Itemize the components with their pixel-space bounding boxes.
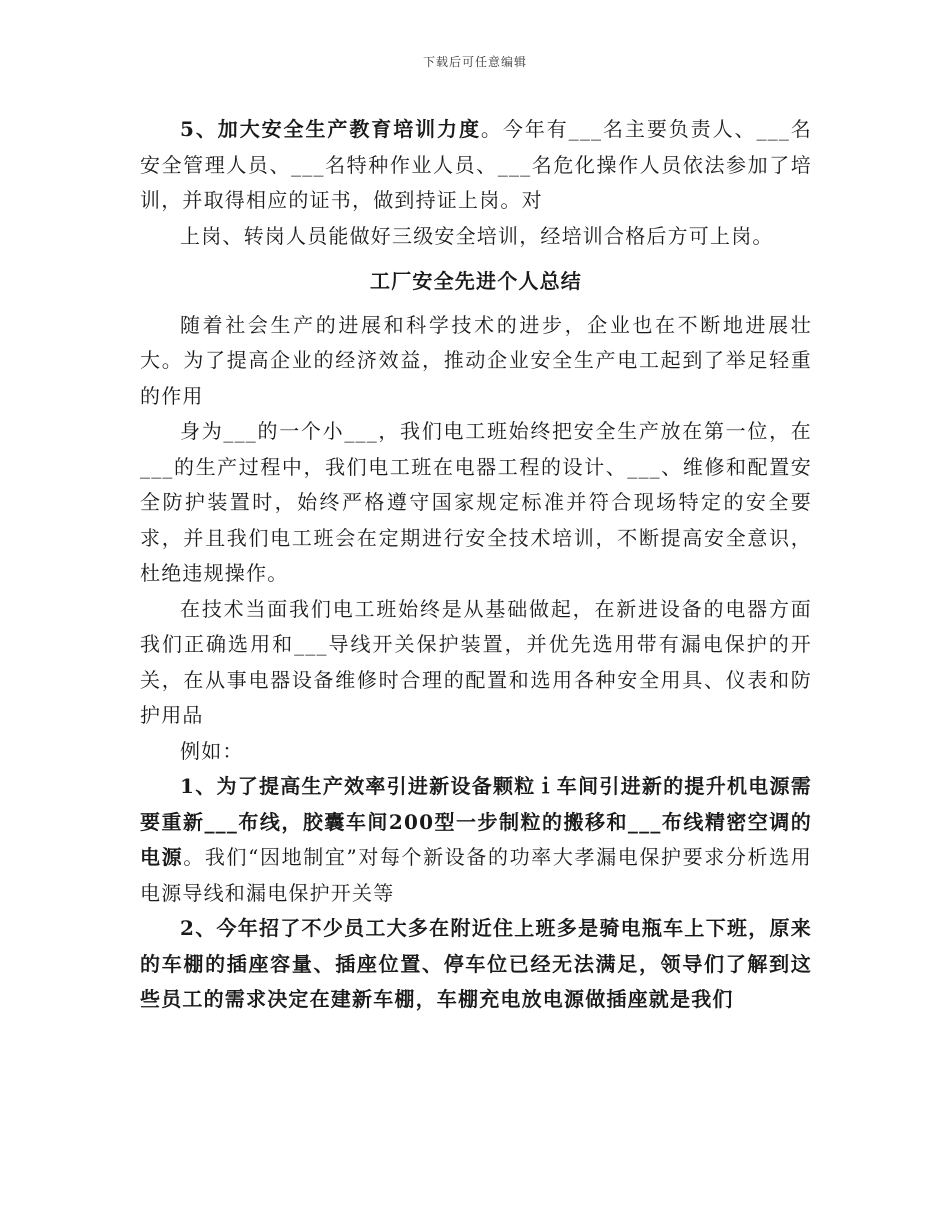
paragraph-technique: 在技术当面我们电工班始终是从基础做起，在新进设备的电器方面我们正确选用和___导线开关保护装置，并优先选用带有漏电保护的开关，在从事电器设备维修时合理的配置和选用各种安全用具、仪表和防护用品 <box>140 596 812 727</box>
paragraph-section-5-continued: 上岗、转岗人员能做好三级安全培训，经培训合格后方可上岗。 <box>180 223 774 248</box>
item-1-heading: 1、为了提高生产效率引进新设备颗粒ｉ车间引进新的提升机电源需要重新___布线，胶囊车间200型一步制粒的搬移和___布线精密空调的电源 <box>140 774 812 869</box>
paragraph-section-5 <box>140 112 812 219</box>
section-5-heading: 5、加大安全生产教育培训力度 <box>180 117 481 141</box>
paragraph-example-label: 例如： <box>180 738 244 763</box>
paragraph-role: 身为___的一个小___，我们电工班始终把安全生产放在第一位，在___的生产过程中，我们电工班在电器工程的设计、___、维修和配置安全防护装置时，始终严格遵守国家规定标准并符合现场特定的安全要求，并且我们电工班会在定期进行安全技术培训，不断提高安全意识，杜绝违规操作。 <box>140 419 812 585</box>
paragraph-intro: 随着社会生产的进展和科学技术的进步，企业也在不断地进展壮大。为了提高企业的经济效益，推动企业安全生产电工起到了举足轻重的作用 <box>140 312 812 408</box>
page-header: 下载后可任意编辑 <box>422 55 527 69</box>
section-5-text: 。今年有___名主要负责人、___名安全管理人员、___名特种作业人员、___名危化操作人员依法参加了培训，并取得相应的证书，做到持证上岗。对 <box>140 117 812 212</box>
item-1-text: 。我们“因地制宜”对每个新设备的功率大孝漏电保护要求分析选用电源导线和漏电保护开关等 <box>140 845 812 905</box>
paragraph-item-2: 2、今年招了不少员工大多在附近住上班多是骑电瓶车上下班，原来的车棚的插座容量、插座位置、停车位已经无法满足，领导们了解到这些员工的需求决定在建新车棚，车棚充电放电源做插座就是我们 <box>140 916 812 1011</box>
document-title: 工厂安全先进个人总结 <box>370 269 582 293</box>
paragraph-item-1 <box>140 769 812 911</box>
document-body <box>140 112 812 1018</box>
